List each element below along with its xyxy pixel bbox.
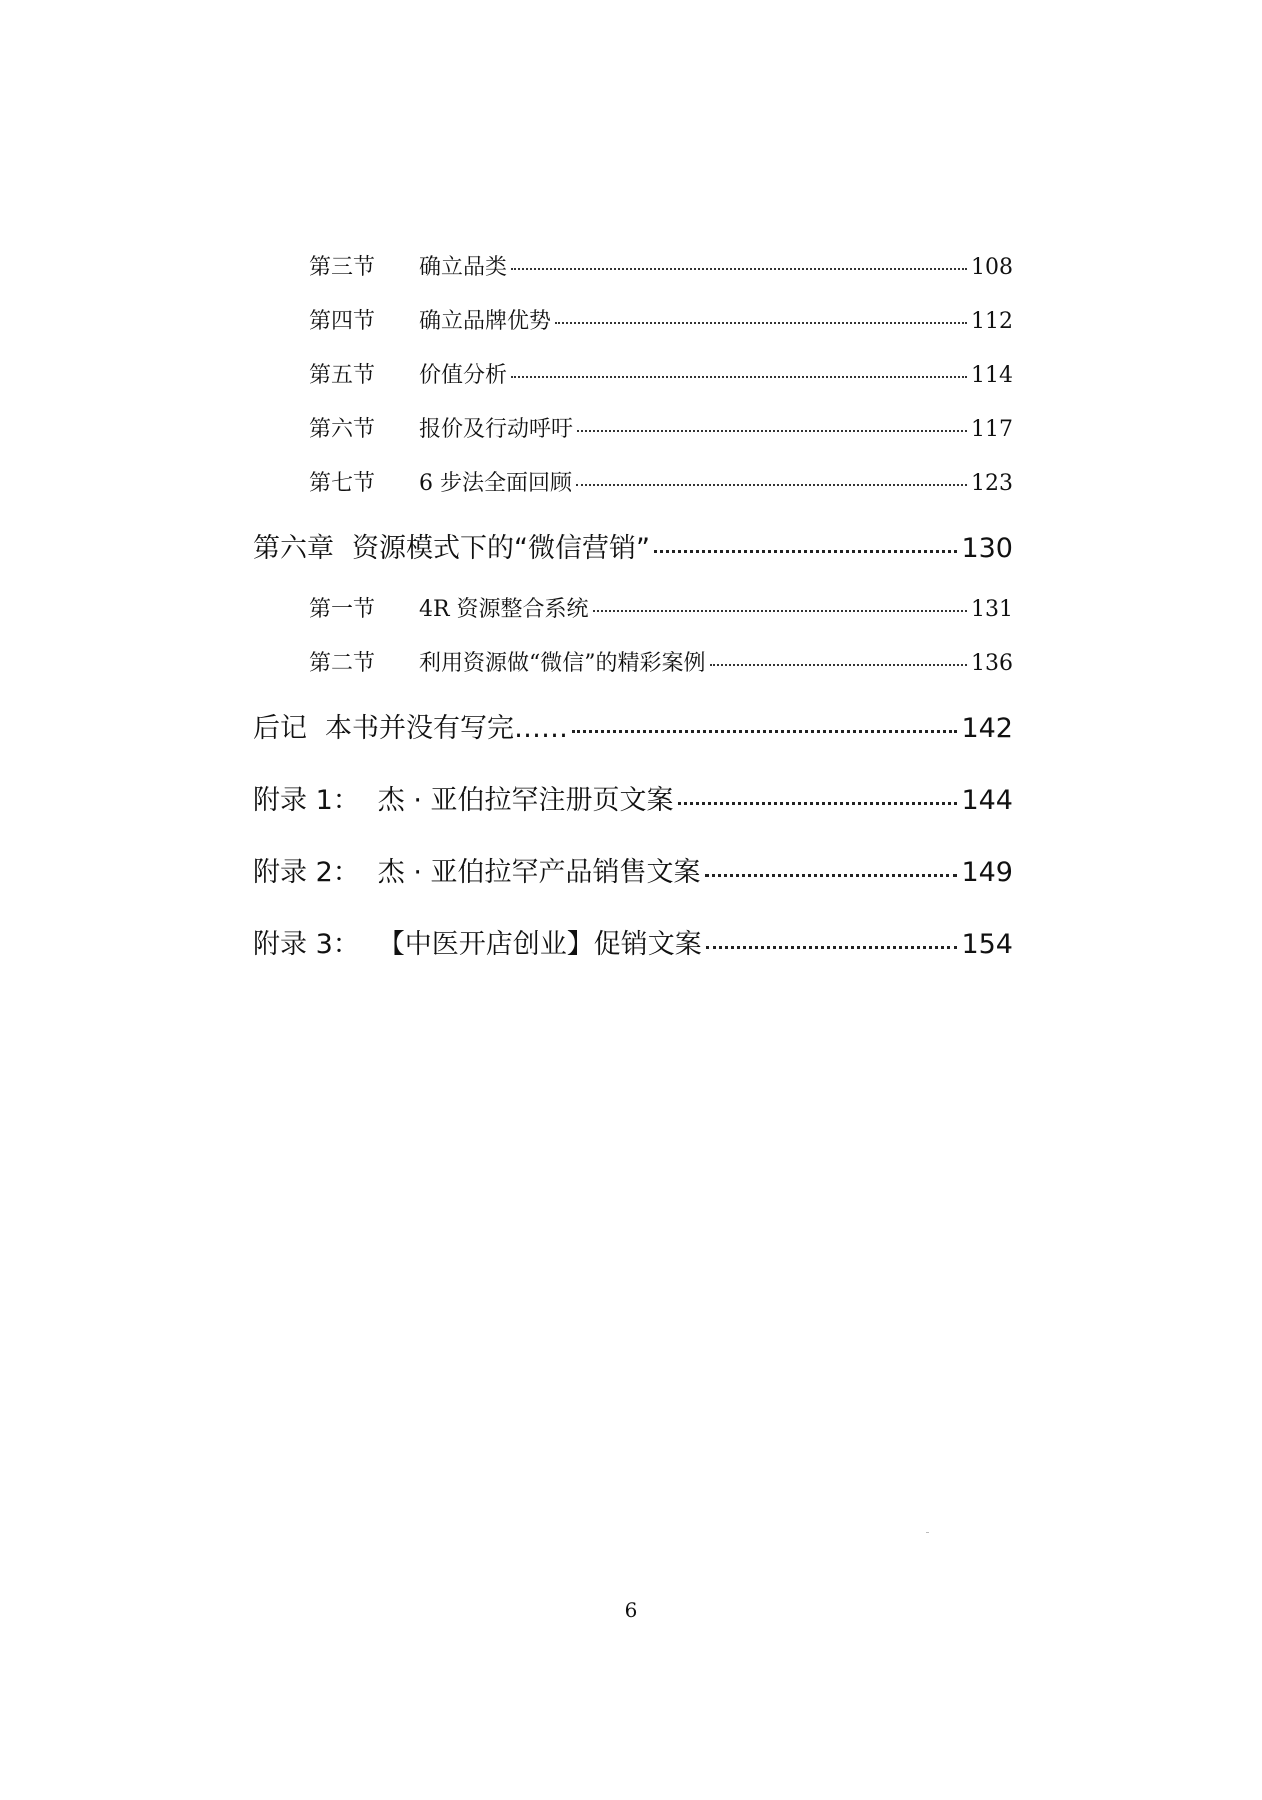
toc-entry-label: 第六章 (253, 533, 334, 564)
toc-entry-title: 报价及行动呼吁 (419, 417, 574, 442)
toc-entry-page: 131 (971, 597, 1013, 622)
toc-entry-title: 6 步法全面回顾 (419, 471, 572, 496)
leader-dots (577, 430, 967, 432)
toc-entry-label: 附录 2： (253, 857, 360, 888)
toc-entry-page: 114 (971, 363, 1013, 388)
leader-dots (572, 730, 957, 733)
toc-entry-page: 123 (971, 471, 1013, 496)
toc-entry-page: 144 (961, 785, 1013, 816)
toc-entry-section (309, 358, 1013, 389)
scan-speck (926, 1532, 929, 1533)
leader-dots (593, 610, 967, 612)
toc-entry-section (309, 646, 1013, 677)
toc-entry-label: 第五节 (309, 363, 376, 388)
toc-entry-page: 130 (961, 533, 1013, 564)
leader-dots (706, 946, 958, 949)
leader-dots (511, 268, 967, 270)
toc-entry-title: 利用资源做“微信”的精彩案例 (419, 651, 706, 676)
toc-entry-chapter (253, 922, 1013, 961)
toc-entry-page: 154 (961, 929, 1013, 960)
toc-entry-section (309, 592, 1013, 623)
toc-entry-chapter (253, 850, 1013, 889)
toc-entry-label: 第七节 (309, 471, 376, 496)
toc-entry-page: 142 (961, 713, 1013, 744)
toc-entry-section (309, 250, 1013, 281)
toc-entry-label: 后记 (253, 713, 307, 744)
toc-entry-label: 第二节 (309, 651, 376, 676)
toc-entry-label: 附录 1： (253, 785, 360, 816)
toc-entry-title: 确立品牌优势 (419, 309, 552, 334)
toc-entry-title: 资源模式下的“微信营销” (352, 533, 650, 564)
toc-entry-title: 杰 · 亚伯拉罕注册页文案 (377, 785, 674, 816)
toc-entry-title: 价值分析 (419, 363, 508, 388)
leader-dots (654, 550, 957, 553)
toc-entry-page: 149 (961, 857, 1013, 888)
toc-entry-chapter (253, 706, 1013, 745)
toc-entry-label: 第六节 (309, 417, 376, 442)
toc-entry-label: 第一节 (309, 597, 376, 622)
leader-dots (710, 664, 968, 666)
leader-dots (511, 376, 967, 378)
toc-entry-page: 117 (971, 417, 1013, 442)
toc-entry-page: 136 (971, 651, 1013, 676)
toc-entry-page: 108 (971, 255, 1013, 280)
toc-entry-title: 确立品类 (419, 255, 508, 280)
toc-entry-section (309, 412, 1013, 443)
toc-entry-page: 112 (971, 309, 1013, 334)
toc-entry-section (309, 466, 1013, 497)
toc-entry-title: 【中医开店创业】促销文案 (377, 929, 702, 960)
leader-dots (678, 802, 958, 805)
toc-entry-label: 第四节 (309, 309, 376, 334)
toc-entry-chapter (253, 526, 1013, 565)
toc-entry-chapter (253, 778, 1013, 817)
leader-dots (555, 322, 967, 324)
leader-dots (705, 874, 958, 877)
toc-entry-section (309, 304, 1013, 335)
leader-dots (576, 484, 967, 486)
toc-entry-title: 杰 · 亚伯拉罕产品销售文案 (377, 857, 701, 888)
toc-entry-title: 4R 资源整合系统 (419, 597, 589, 622)
toc-entry-label: 附录 3： (253, 929, 360, 960)
toc-entry-label: 第三节 (309, 255, 376, 280)
toc-entry-title: 本书并没有写完…… (325, 713, 568, 744)
page-number: 6 (624, 1598, 638, 1622)
